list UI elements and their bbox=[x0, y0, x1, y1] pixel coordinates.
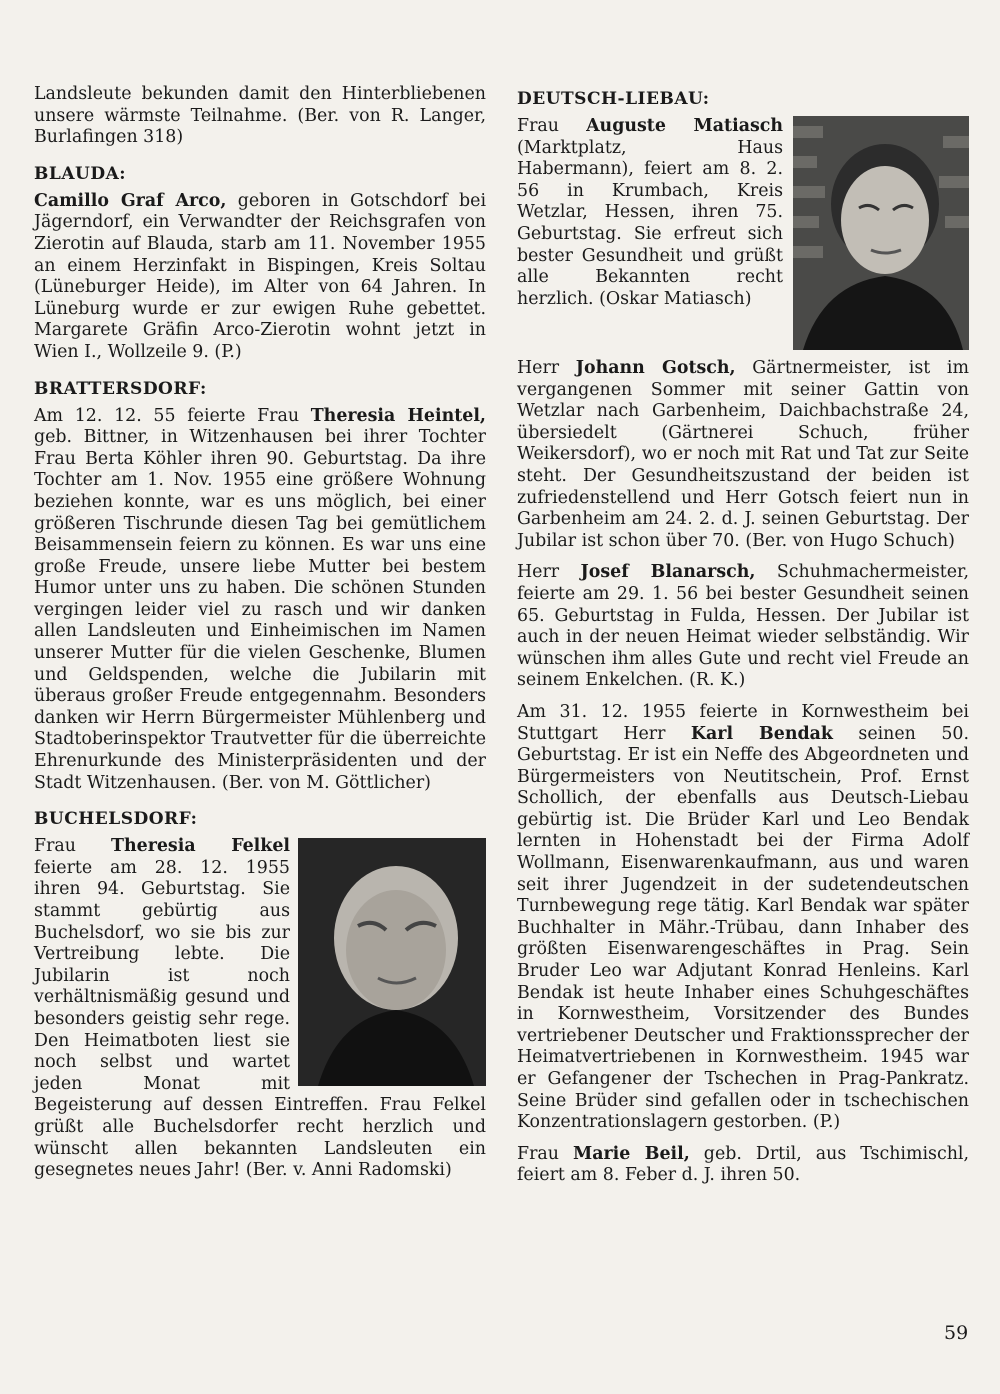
name-theresia-felkel: Theresia Felkel bbox=[111, 836, 290, 857]
name-karl-bendak: Karl Bendak bbox=[690, 723, 833, 744]
text-brattersdorf-before: Am 12. 12. 55 feierte Frau bbox=[34, 405, 311, 426]
text-buchelsdorf: feierte am 28. 12. 1955 ihren 94. Geburtstag. Sie stammt gebürtig aus Buchelsdorf, wo sie bis zur Vertreibung lebte. Die Jubilarin ist noch verhältnismäßig gesund und besonders geistig sehr rege. Den Heimatboten liest sie noch selbst und wartet jeden Monat mit Begeisterung auf dessen Eintreffen. Frau Felkel grüßt alle Buchelsdorfer recht herzlich und wünscht allen bekannten Landsleuten ein gesegnetes neues Jahr! (Ber. v. Anni Radomski) bbox=[34, 857, 486, 1181]
paragraph-blauda bbox=[34, 191, 486, 364]
paragraph-blanarsch bbox=[517, 562, 969, 692]
text-blauda: geboren in Gotschdorf bei Jägerndorf, ein Verwandter der Reichsgrafen von Zierotin auf Blauda, starb am 11. November 1955 an einem Herzinfakt in Bispingen, Kreis Soltau (Lüneburger Heide), im Alter von 64 Jahren. In Lüneburg wurde er zur ewigen Ruhe gebettet. Margarete Gräfin Arco-Zierotin wohnt jetzt in Wien I., Wollzeile 9. (P.) bbox=[34, 190, 487, 362]
name-johann-gotsch: Johann Gotsch, bbox=[575, 358, 736, 378]
right-column bbox=[517, 84, 969, 1197]
heading-buchelsdorf: BUCHELSDORF: bbox=[34, 809, 198, 830]
name-marie-beil: Marie Beil, bbox=[572, 1143, 690, 1164]
text-gotsch: Gärtnermeister, ist im vergangenen Sommer mit seiner Gattin von Wetzlar nach Garbenheim, Daichbachstraße 24, übersiedelt (Gärtnerei Schuch, früher Weikersdorf), wo er noch mit Rat und Tat zur Seite steht. Der Gesundheitszustand der beiden ist zufriedenstellend und Herr Gotsch feiert nun in Garbenheim am 24. 2. d. J. seinen Geburtstag. Der Jubilar ist schon über 70. (Ber. von Hugo Schuch) bbox=[517, 358, 969, 551]
text-blanarsch: Schuhmachermeister, feierte am 29. 1. 56 bei bester Gesundheit seinen 65. Geburtstag in Fulda, Hessen. Der Jubilar ist auch in der neuen Heimat wieder selbständig. Wir wünschen ihm alles Gute und recht viel Freude an seinem Enkelchen. (R. K.) bbox=[517, 562, 969, 691]
paragraph-brattersdorf bbox=[34, 406, 486, 795]
text-blanarsch-before: Herr bbox=[517, 562, 581, 583]
name-theresia-heintel: Theresia Heintel, bbox=[310, 405, 486, 426]
name-auguste-matiasch: Auguste Matiasch bbox=[586, 116, 783, 136]
portrait-image bbox=[793, 116, 969, 350]
text-matiasch-before: Frau bbox=[517, 116, 587, 136]
name-josef-blanarsch: Josef Blanarsch, bbox=[580, 562, 756, 583]
text-brattersdorf: geb. Bittner, in Witzenhausen bei ihrer Tochter Frau Berta Köhler ihren 90. Geburtstag. Da ihre Tochter am 1. Nov. 1955 eine größere Wohnung beziehen konnte, war es uns möglich, bei einer größeren Tischrunde diesen Tag bei gemütlichem Beisammensein feiern zu können. Es war uns eine große Freude, unsere liebe Mutter bei bestem Humor unter uns zu haben. Die schönen Stunden vergingen leider viel zu rasch und wir danken allen Landsleuten und Einheimischen im Namen unserer Mutter für die vielen Geschenke, Blumen und Geldspenden, welche die Jubilarin mit überaus großer Freude entgegennahm. Besonders danken wir Herrn Bürgermeister Mühlenberg und Stadtoberinspektor Trautvetter für die überreichte Ehrenurkunde des Ministerpräsidenten und der Stadt Witzenhausen. (Ber. von M. Göttlicher) bbox=[34, 427, 486, 793]
photo-auguste-matiasch bbox=[793, 116, 969, 350]
photo-theresia-felkel bbox=[298, 838, 486, 1086]
text-matiasch: (Marktplatz, Haus Habermann), feiert am 8. 2. 56 in Krumbach, Kreis Wetzlar, Hessen, ihren 75. Geburtstag. Sie erfreut sich bester Gesundheit und grüßt alle Bekannten recht herzlich. (Oskar Matiasch) bbox=[517, 137, 783, 309]
page-number: 59 bbox=[944, 1322, 969, 1344]
heading-deutsch-liebau: DEUTSCH-LIEBAU: bbox=[517, 89, 710, 109]
text-beil: geb. Drtil, aus Tschimischl, feiert am 8. Feber d. J. ihren 50. bbox=[517, 1143, 969, 1186]
text-beil-before: Frau bbox=[517, 1143, 573, 1164]
text-buchelsdorf-before: Frau bbox=[34, 836, 112, 857]
paragraph-gotsch bbox=[517, 358, 969, 552]
intro-paragraph: Landsleute bekunden damit den Hinterbliebenen unsere wärmste Teilnahme. (Ber. von R. Langer, Burlafingen 318) bbox=[34, 84, 486, 148]
text-gotsch-before: Herr bbox=[517, 358, 576, 378]
paragraph-bendak bbox=[517, 702, 969, 1134]
text-bendak: seinen 50. Geburtstag. Er ist ein Neffe des Abgeordneten und Bürgermeisters von Neutitschein, Prof. Ernst Schollich, der ebenfalls aus Deutsch-Liebau gebürtig ist. Die Brüder Karl und Leo Bendak lernten in Hohenstadt bei der Firma Adolf Wollmann, Eisenwarenkaufmann, aus und waren seit ihrer Jugendzeit in der sudetendeutschen Turnbewegung rege tätig. Karl Bendak war später Buchhalter in Mähr.-Trübau, dann Inhaber des größten Eisenwarengeschäftes in Prag. Sein Bruder Leo war Adjutant Konrad Henleins. Karl Bendak ist heute Inhaber eines Schuhgeschäftes in Kornwestheim, Vorsitzender des Bundes vertriebener Deutscher und Fraktionssprecher der Heimatvertriebenen in Kornwestheim. 1945 war er Gefangener der Tschechen in Prag-Pankratz. Seine Brüder sind gefallen oder in tschechischen Konzentrationslagern gestorben. (P.) bbox=[517, 723, 969, 1133]
name-camillo-graf-arco: Camillo Graf Arco, bbox=[34, 190, 227, 211]
heading-blauda: BLAUDA: bbox=[34, 163, 127, 184]
paragraph-beil bbox=[517, 1144, 969, 1187]
left-column bbox=[34, 84, 486, 1192]
heading-brattersdorf: BRATTERSDORF: bbox=[34, 378, 207, 399]
portrait-image bbox=[298, 838, 486, 1086]
text-bendak-before: Am 31. 12. 1955 feierte in Kornwestheim bei Stuttgart Herr bbox=[517, 701, 969, 744]
